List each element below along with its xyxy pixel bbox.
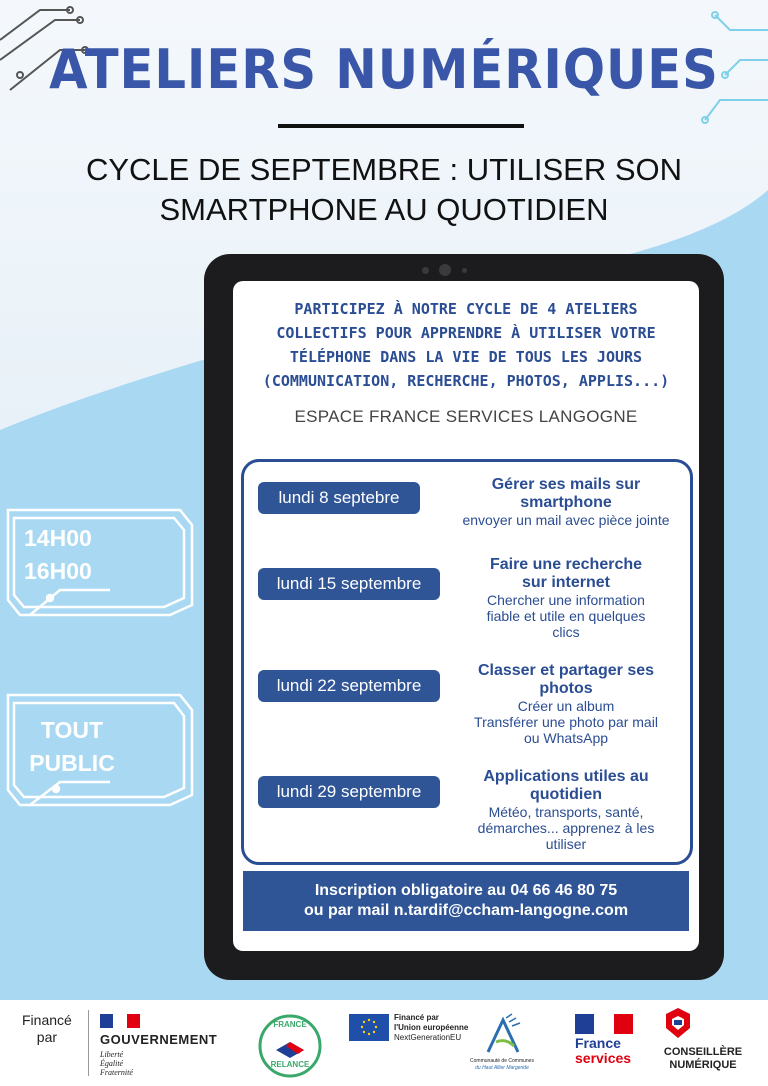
- session-date: lundi 8 septebre: [258, 482, 420, 514]
- session-desc-line: envoyer un mail avec pièce jointe: [462, 512, 670, 528]
- session-title: [444, 768, 688, 804]
- gov-motto-line: Égalité: [100, 1059, 124, 1068]
- community-text: [452, 1058, 552, 1072]
- session-text: [444, 662, 688, 746]
- session-desc-line: Créer un album: [517, 698, 615, 714]
- session-title-line: sur internet: [521, 574, 610, 591]
- relance-bottom-text: RELANCE: [270, 1060, 310, 1069]
- session-date: lundi 29 septembre: [258, 776, 440, 808]
- session-title-line: Faire une recherche: [489, 556, 643, 573]
- eu-line: l'Union européenne: [394, 1023, 469, 1032]
- session-date: lundi 15 septembre: [258, 568, 440, 600]
- eu-line: NextGenerationEU: [394, 1033, 462, 1042]
- community-logo-icon: [478, 1012, 528, 1056]
- funded-by-label: [22, 1012, 72, 1046]
- sessions-box: [241, 459, 693, 865]
- funded-by-line: Financé: [22, 1012, 72, 1028]
- session-title: [444, 556, 688, 592]
- page-subtitle: [60, 150, 708, 230]
- conseillere-numerique-text: [648, 1046, 758, 1072]
- session-text: [444, 556, 688, 640]
- page-title: ATELIERS NUMÉRIQUES: [49, 38, 719, 101]
- session-title-line: Gérer ses mails sur: [491, 476, 641, 493]
- title-divider: [278, 124, 524, 128]
- session-desc: [444, 592, 688, 640]
- time-end: 16H00: [24, 558, 92, 584]
- audience-line: PUBLIC: [29, 750, 115, 776]
- footer-divider: [88, 1010, 89, 1076]
- time-label: [14, 522, 164, 588]
- community-line: du Haut Allier Margeride: [475, 1065, 529, 1071]
- session-desc-line: démarches... apprenez à les: [477, 820, 655, 836]
- audience-line: TOUT: [40, 717, 104, 743]
- fs-line: France: [575, 1035, 621, 1051]
- audience-label: [8, 714, 136, 780]
- session-title: [444, 662, 688, 698]
- tablet-screen: [233, 281, 699, 951]
- session-title-line: photos: [539, 680, 593, 697]
- signup-email: ou par mail n.tardif@ccham-langogne.com: [303, 902, 629, 919]
- gov-name: GOUVERNEMENT: [100, 1032, 218, 1047]
- marianne-flag-icon: [100, 1014, 140, 1028]
- session-desc-line: clics: [552, 624, 580, 640]
- session-text: [444, 476, 688, 528]
- session-title: [444, 476, 688, 512]
- time-start: 14H00: [24, 525, 92, 551]
- session-desc-line: Transférer une photo par mail: [474, 714, 658, 730]
- gov-motto: [100, 1050, 133, 1077]
- fs-line: services: [575, 1050, 632, 1066]
- france-services-flag-icon: [575, 1014, 633, 1034]
- eu-flag-icon: [349, 1014, 389, 1041]
- intro-line: (COMMUNICATION, RECHERCHE, PHOTOS, APPLIS...): [262, 372, 670, 390]
- subtitle-line: SMARTPHONE AU QUOTIDIEN: [159, 192, 609, 227]
- tablet-camera: [204, 264, 724, 278]
- signup-banner: [243, 871, 689, 931]
- tablet-frame: [204, 254, 724, 980]
- cn-line: NUMÉRIQUE: [669, 1059, 737, 1071]
- eu-text: [394, 1013, 468, 1043]
- session-title-line: smartphone: [520, 494, 612, 511]
- cn-line: CONSEILLÈRE: [663, 1046, 743, 1058]
- session-title-line: quotidien: [530, 786, 602, 803]
- signup-phone: Inscription obligatoire au 04 66 46 80 75: [314, 882, 618, 899]
- intro-line: TÉLÉPHONE DANS LA VIE DE TOUS LES JOURS: [289, 348, 643, 366]
- session-desc: [444, 698, 688, 746]
- gov-motto-line: Fraternité: [100, 1068, 133, 1077]
- session-desc-line: Météo, transports, santé,: [488, 804, 644, 820]
- intro-line: COLLECTIFS POUR APPRENDRE À UTILISER VOTRE: [276, 324, 656, 342]
- eu-line: Financé par: [394, 1013, 439, 1022]
- session-text: [444, 768, 688, 852]
- session-desc: [444, 512, 688, 528]
- session-title-line: Classer et partager ses: [477, 662, 655, 679]
- intro-line: PARTICIPEZ À NOTRE CYCLE DE 4 ATELIERS: [294, 300, 638, 318]
- session-desc-line: ou WhatsApp: [523, 730, 609, 746]
- france-services-text: [575, 1036, 631, 1066]
- session-desc-line: Chercher une information: [487, 592, 645, 608]
- session-desc-line: fiable et utile en quelques: [486, 608, 646, 624]
- relance-top-text: FRANCE: [273, 1020, 307, 1029]
- community-line: Communauté de Communes: [470, 1058, 534, 1064]
- venue: ESPACE FRANCE SERVICES LANGOGNE: [294, 407, 638, 426]
- session-date: lundi 22 septembre: [258, 670, 440, 702]
- funded-by-line: par: [36, 1029, 58, 1045]
- session-desc-line: utiliser: [545, 836, 587, 852]
- session-title-line: Applications utiles au: [483, 768, 649, 785]
- footer-logos: [0, 1000, 768, 1086]
- gov-motto-line: Liberté: [100, 1050, 124, 1059]
- subtitle-line: CYCLE DE SEPTEMBRE : UTILISER SON: [85, 152, 683, 187]
- conseillere-numerique-icon: [666, 1008, 690, 1038]
- intro-text: [243, 297, 689, 393]
- session-desc: [444, 804, 688, 852]
